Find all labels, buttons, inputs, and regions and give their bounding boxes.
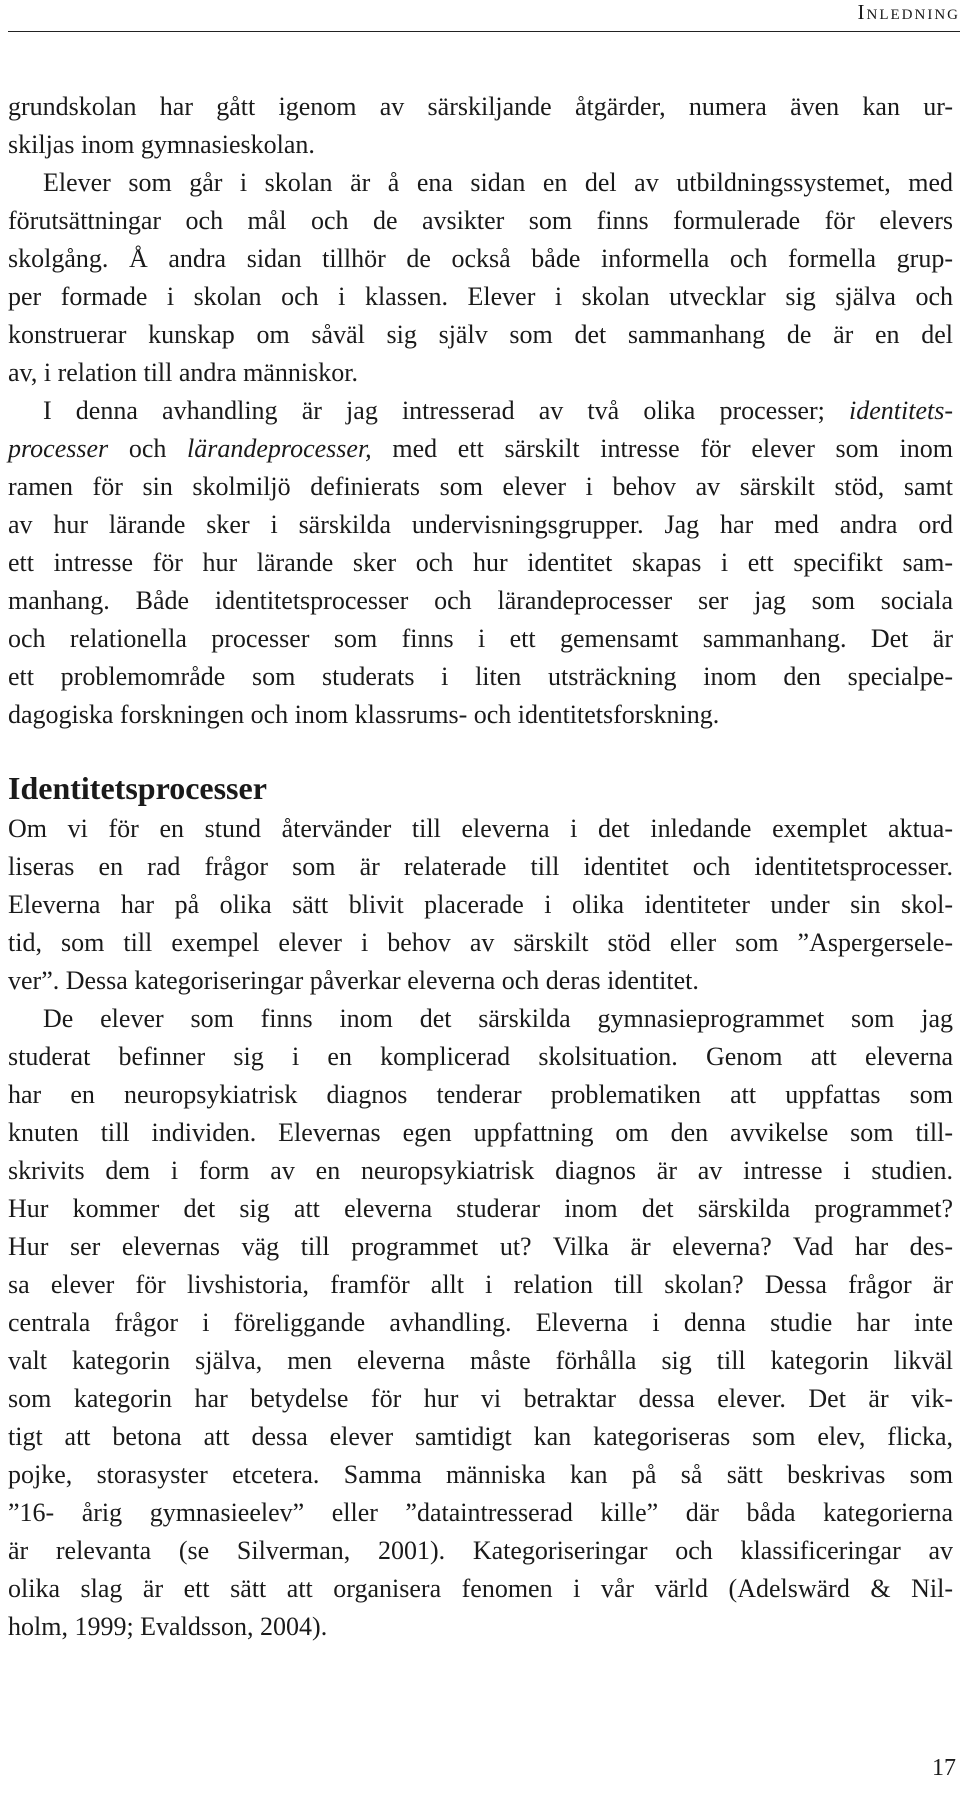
text-line: holm, 1999; Evaldsson, 2004). [8,1612,328,1641]
text-line: ett problemområde som studerats i liten utsträckning inom den specialpe- [8,662,953,691]
text-line: dagogiska forskningen och inom klassrums- och identitetsforskning. [8,700,720,729]
page-body [8,88,953,1646]
text-line: har en neuropsykiatrisk diagnos tenderar problematiken att uppfattas som [8,1080,953,1109]
text-line: Elever som går i skolan är å ena sidan en del av utbildningssystemet, med [43,168,953,197]
text-line: Om vi för en stund återvänder till eleverna i det inledande exemplet aktua- [8,814,953,843]
text-line: Hur ser elevernas väg till programmet ut? Vilka är eleverna? Vad har des- [8,1232,953,1261]
text-line: är relevanta (se Silverman, 2001). Kategoriseringar och klassificeringar av [8,1536,953,1565]
text-line: Hur kommer det sig att eleverna studerar inom det särskilda programmet? [8,1194,953,1223]
page-number: 17 [932,1755,956,1781]
italic-term: processer [8,434,109,463]
text-line [8,392,953,430]
running-head: Inledning [857,0,960,24]
text-run: och [108,434,188,463]
text-line: av hur lärande sker i särskilda undervisningsgrupper. Jag har med andra ord [8,510,953,539]
text-line: per formade i skolan och i klassen. Elever i skolan utvecklar sig själva och [8,282,953,311]
text-line: tid, som till exempel elever i behov av särskilt stöd eller som ”Aspergersele- [8,928,953,957]
text-line: skiljas inom gymnasieskolan. [8,130,315,159]
text-line: ramen för sin skolmiljö definierats som elever i behov av särskilt stöd, samt [8,472,953,501]
section-heading: Identitetsprocesser [8,770,267,806]
text-line: valt kategorin själva, men eleverna måste förhålla sig till kategorin likväl [8,1346,953,1375]
text-line: olika slag är ett sätt att organisera fenomen i vår värld (Adelswärd & Nil- [8,1574,953,1603]
paragraph-3 [8,392,953,734]
text-line: ”16- årig gymnasieelev” eller ”dataintresserad kille” där båda kategorierna [8,1498,953,1527]
paragraph-4 [8,810,953,1000]
paragraph-1 [8,88,953,164]
text-line: grundskolan har gått igenom av särskiljande åtgärder, numera även kan ur- [8,92,953,121]
paragraph-2 [8,164,953,392]
text-line: studerat befinner sig i en komplicerad skolsituation. Genom att eleverna [8,1042,953,1071]
text-line: och relationella processer som finns i ett gemensamt sammanhang. Det är [8,624,953,653]
italic-term: lärandeprocesser, [187,434,372,463]
text-line: som kategorin har betydelse för hur vi betraktar dessa elever. Det är vik- [8,1384,953,1413]
text-line: förutsättningar och mål och de avsikter som finns formulerade för elevers [8,206,953,235]
text-line: knuten till individen. Elevernas egen uppfattning om den avvikelse som till- [8,1118,953,1147]
text-line: manhang. Både identitetsprocesser och lärandeprocesser ser jag som sociala [8,586,953,615]
text-line: av, i relation till andra människor. [8,358,358,387]
text-run: med ett särskilt intresse för elever som inom [371,434,953,463]
text-line: pojke, storasyster etcetera. Samma människa kan på så sätt beskrivas som [8,1460,953,1489]
text-line: skrivits dem i form av en neuropsykiatrisk diagnos är av intresse i studien. [8,1156,953,1185]
text-line: konstruerar kunskap om såväl sig själv som det sammanhang de är en del [8,320,953,349]
text-line [8,430,953,468]
text-line: De elever som finns inom det särskilda gymnasieprogrammet som jag [43,1004,953,1033]
text-line: ver”. Dessa kategoriseringar påverkar eleverna och deras identitet. [8,966,699,995]
text-line: sa elever för livshistoria, framför allt i relation till skolan? Dessa frågor är [8,1270,953,1299]
text-line: centrala frågor i föreliggande avhandling. Eleverna i denna studie har inte [8,1308,953,1337]
text-line: tigt att betona att dessa elever samtidigt kan kategoriseras som elev, flicka, [8,1422,953,1451]
text-line: skolgång. Å andra sidan tillhör de också både informella och formella grup- [8,244,953,273]
text-line: ett intresse för hur lärande sker och hur identitet skapas i ett specifikt sam- [8,548,953,577]
paragraph-5 [8,1000,953,1646]
text-line: liseras en rad frågor som är relaterade till identitet och identitetsprocesser. [8,852,953,881]
italic-term: identitets- [849,396,953,425]
text-line: Eleverna har på olika sätt blivit placerade i olika identiteter under sin skol- [8,890,953,919]
header-rule [8,31,960,32]
text-run: I denna avhandling är jag intresserad av två olika processer; [43,396,850,425]
